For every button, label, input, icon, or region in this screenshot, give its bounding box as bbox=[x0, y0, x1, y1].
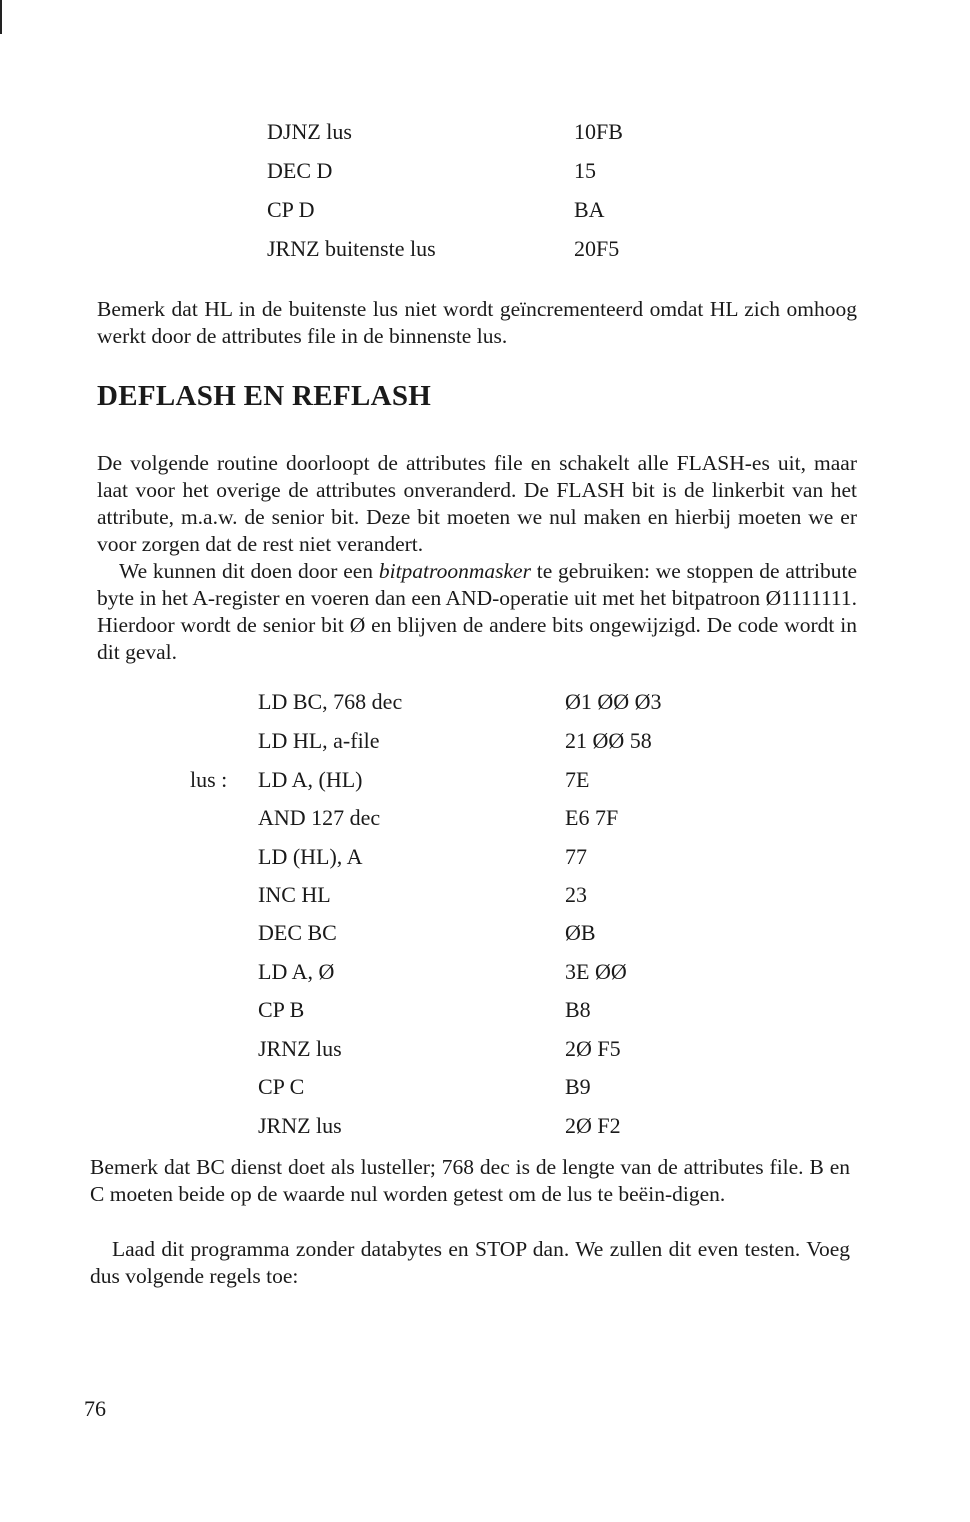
instruction: LD A, Ø bbox=[258, 959, 335, 984]
paragraph-text: te gebruiken: we stoppen de attribute byte in het A-register en voeren dan een AND-operatie uit met het bitpatroon Ø1111111. Hierdoor wordt de senior bit Ø en blijven de andere bits ongewijzigd. De code wordt in dit geval. bbox=[97, 559, 857, 664]
instruction: DJNZ lus bbox=[267, 119, 352, 144]
page-number: 76 bbox=[84, 1396, 106, 1421]
hex-code: 2Ø F5 bbox=[565, 1036, 621, 1061]
hex-code: 10FB bbox=[574, 119, 623, 144]
instruction: AND 127 dec bbox=[258, 805, 381, 830]
hex-code: 20F5 bbox=[574, 236, 620, 261]
instruction: JRNZ lus bbox=[258, 1113, 342, 1138]
hex-code: B8 bbox=[565, 997, 591, 1022]
instruction: CP B bbox=[258, 997, 305, 1022]
paragraph: De volgende routine doorloopt de attributes file en schakelt alle FLASH-es uit, maar laat voor het overige de attributes onveranderd. De FLASH bit is de linkerbit van het attribute, m.a.w. de senior bit. Deze bit moeten we nul maken en hierbij moeten we er voor zorgen dat de rest niet verandert. bbox=[97, 451, 857, 556]
hex-code: ØB bbox=[565, 920, 596, 945]
paragraph-text: We kunnen dit doen door een bbox=[119, 559, 379, 583]
emphasized-term: bitpatroonmasker bbox=[378, 559, 531, 583]
scan-edge-mark bbox=[0, 0, 2, 34]
instruction: CP D bbox=[267, 197, 315, 222]
instruction: LD BC, 768 dec bbox=[258, 689, 403, 714]
hex-code: E6 7F bbox=[565, 805, 619, 830]
instruction: LD A, (HL) bbox=[258, 767, 363, 792]
instruction: DEC D bbox=[267, 158, 333, 183]
instruction: JRNZ buitenste lus bbox=[267, 236, 436, 261]
instruction: LD (HL), A bbox=[258, 844, 363, 869]
instruction: JRNZ lus bbox=[258, 1036, 342, 1061]
paragraph: Bemerk dat HL in de buitenste lus niet wordt geïncrementeerd omdat HL zich omhoog werkt door de attributes file in de binnenste lus. bbox=[97, 297, 857, 348]
hex-code: 15 bbox=[574, 158, 596, 183]
instruction: LD HL, a-file bbox=[258, 728, 380, 753]
code-label: lus : bbox=[190, 767, 228, 792]
paragraph: Bemerk dat BC dienst doet als lusteller; 768 dec is de lengte van de attributes file. B en C moeten beide op de waarde nul worden getest om de lus te beëin-digen. bbox=[90, 1155, 850, 1206]
instruction: CP C bbox=[258, 1074, 305, 1099]
section-heading: DEFLASH EN REFLASH bbox=[97, 380, 432, 412]
hex-code: B9 bbox=[565, 1074, 591, 1099]
hex-code: 2Ø F2 bbox=[565, 1113, 621, 1138]
instruction: INC HL bbox=[258, 882, 331, 907]
hex-code: 3E ØØ bbox=[565, 959, 627, 984]
hex-code: 23 bbox=[565, 882, 587, 907]
paragraph: Laad dit programma zonder databytes en STOP dan. We zullen dit even testen. Voeg dus volgende regels toe: bbox=[90, 1237, 850, 1288]
paragraph bbox=[97, 558, 857, 666]
hex-code: 21 ØØ 58 bbox=[565, 728, 652, 753]
hex-code: BA bbox=[574, 197, 605, 222]
hex-code: Ø1 ØØ Ø3 bbox=[565, 689, 662, 714]
hex-code: 7E bbox=[565, 767, 590, 792]
hex-code: 77 bbox=[565, 844, 587, 869]
instruction: DEC BC bbox=[258, 920, 337, 945]
